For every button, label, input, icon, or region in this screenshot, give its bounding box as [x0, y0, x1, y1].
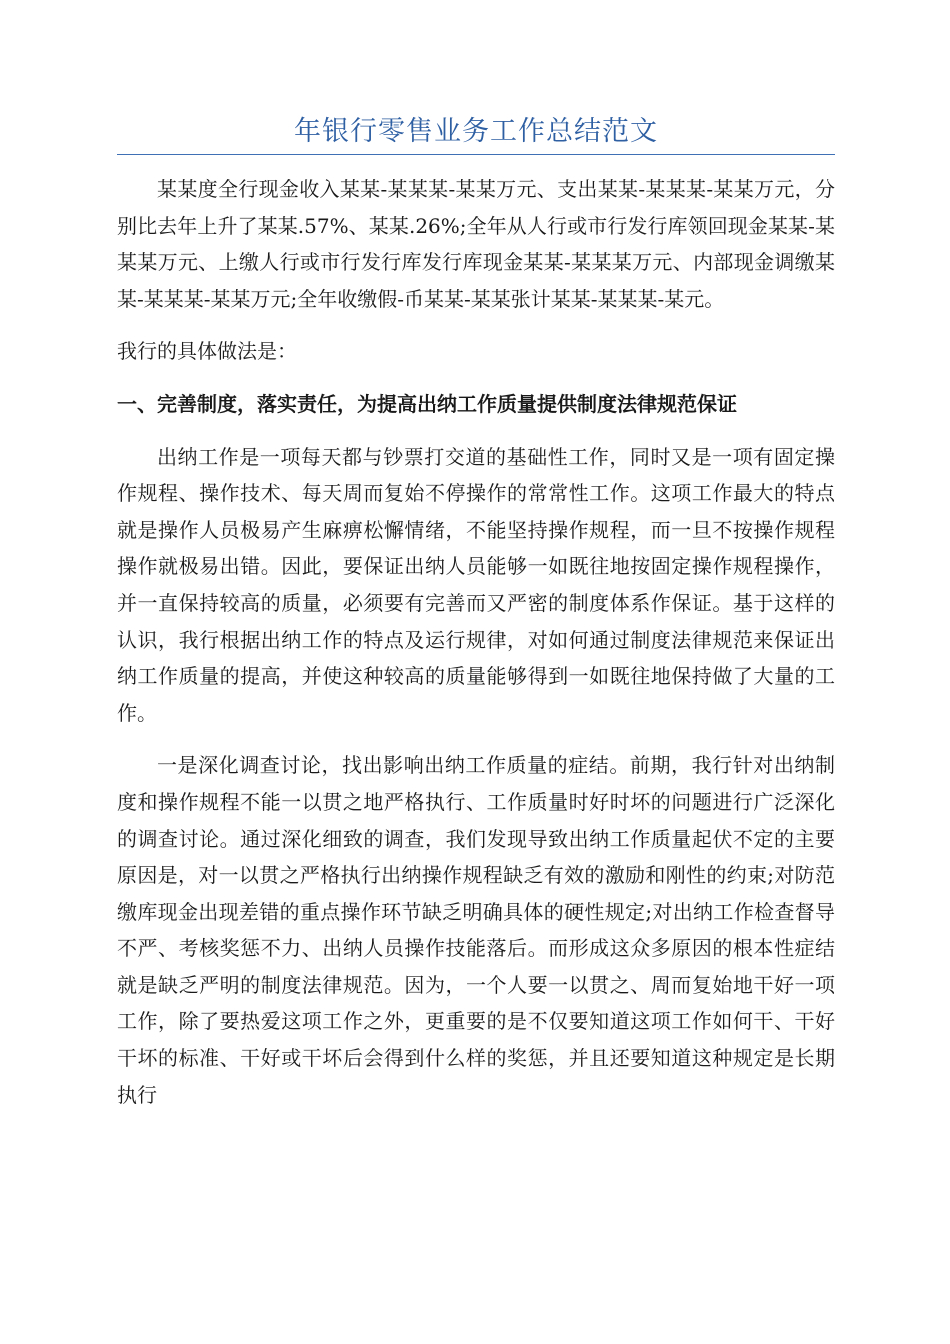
section-heading: 一、完善制度，落实责任，为提高出纳工作质量提供制度法律规范保证 [117, 391, 737, 416]
paragraph-intro: 我行的具体做法是： [117, 339, 297, 364]
title-underline [117, 154, 835, 155]
document-page [117, 112, 835, 1113]
paragraph-summary: 某某度全行现金收入某某-某某某-某某万元、支出某某-某某某-某某万元，分别比去年上升了某某.57%、某某.26%;全年从人行或市行发行库领回现金某某-某某某万元、上缴人行或市行发行库发行库现金某某-某某某万元、内部现金调缴某某-某某某-某某万元;全年收缴假-币某某-某某张计某某-某某某-某元。 [117, 177, 835, 311]
paragraph-body-1: 出纳工作是一项每天都与钞票打交道的基础性工作，同时又是一项有固定操作规程、操作技术、每天周而复始不停操作的常常性工作。这项工作最大的特点就是操作人员极易产生麻痹松懈情绪，不能坚持操作规程，而一旦不按操作规程操作就极易出错。因此，要保证出纳人员能够一如既往地按固定操作规程操作，并一直保持较高的质量，必须要有完善而又严密的制度体系作保证。基于这样的认识，我行根据出纳工作的特点及运行规律，对如何通过制度法律规范来保证出纳工作质量的提高，并使这种较高的质量能够得到一如既往地保持做了大量的工作。 [117, 444, 835, 725]
paragraph-body-2: 一是深化调查讨论，找出影响出纳工作质量的症结。前期，我行针对出纳制度和操作规程不能一以贯之地严格执行、工作质量时好时坏的问题进行广泛深化的调查讨论。通过深化细致的调查，我们发现导致出纳工作质量起伏不定的主要原因是，对一以贯之严格执行出纳操作规程缺乏有效的激励和刚性的约束;对防范缴库现金出现差错的重点操作环节缺乏明确具体的硬性规定;对出纳工作检查督导不严、考核奖惩不力、出纳人员操作技能落后。而形成这众多原因的根本性症结就是缺乏严明的制度法律规范。因为，一个人要一以贯之、周而复始地干好一项工作，除了要热爱这项工作之外，更重要的是不仅要知道这项工作如何干、干好干坏的标准、干好或干坏后会得到什么样的奖惩，并且还要知道这种规定是长期执行 [117, 753, 835, 1107]
document-title: 年银行零售业务工作总结范文 [294, 116, 658, 147]
